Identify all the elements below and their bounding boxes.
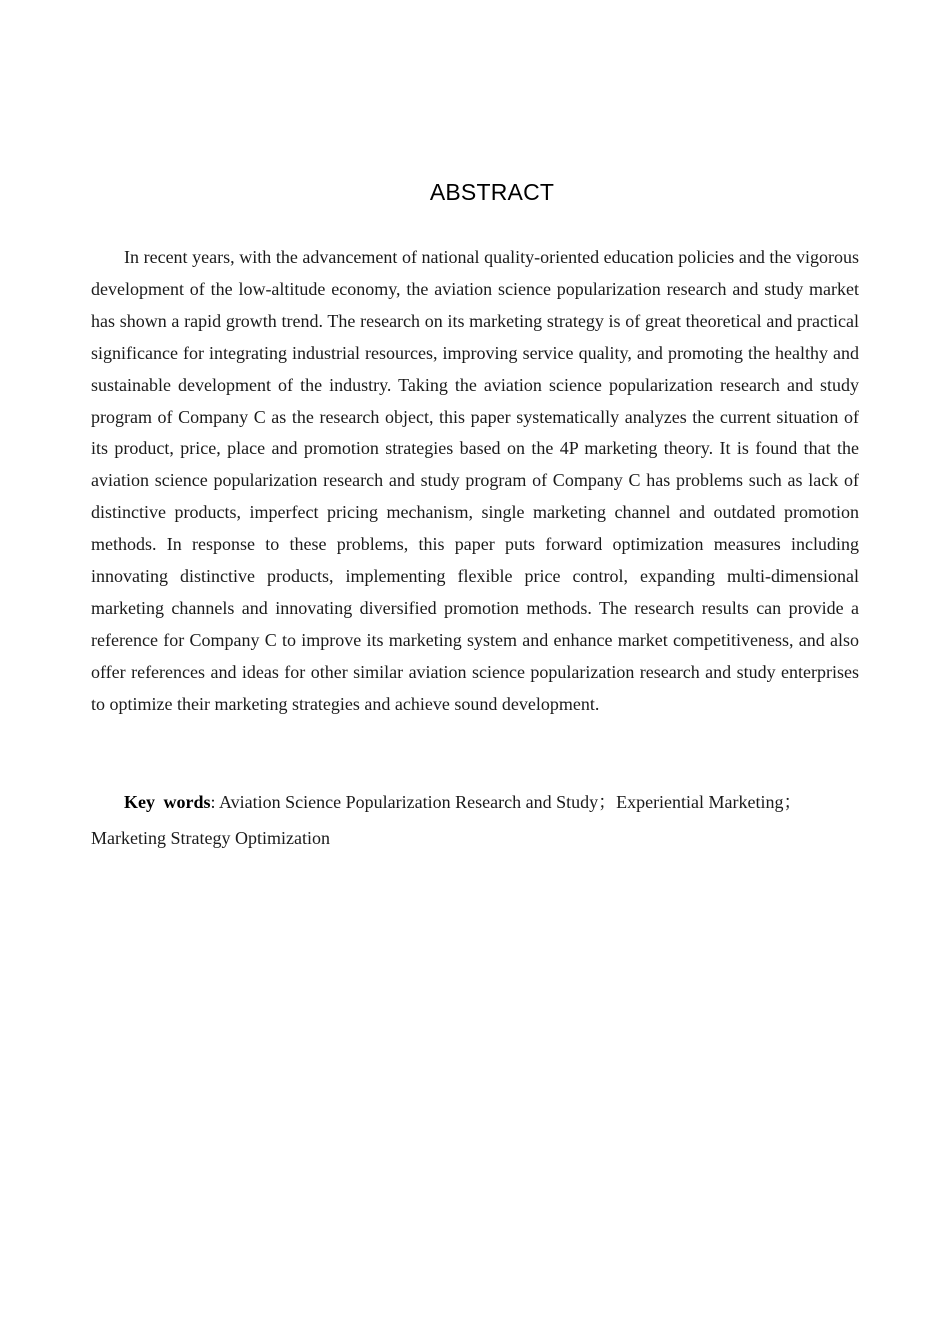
keywords-label: Key words xyxy=(124,792,211,812)
keywords-separator: : xyxy=(210,792,220,812)
keywords-text: Aviation Science Popularization Research and Study；Experiential Marketing；Marketing Strategy Optimization xyxy=(91,792,802,848)
abstract-title: ABSTRACT xyxy=(429,179,555,205)
abstract-paragraph: In recent years, with the advancement of national quality-oriented education policies and the vigorous development of the low-altitude economy, the aviation science popularization research and study market has shown a rapid growth trend. The research on its marketing strategy is of great theoretical and practical significance for integrating industrial resources, improving service quality, and promoting the healthy and sustainable development of the industry. Taking the aviation science popularization research and study program of Company C as the research object, this paper systematically analyzes the current situation of its product, price, place and promotion strategies based on the 4P marketing theory. It is found that the aviation science popularization research and study program of Company C has problems such as lack of distinctive products, imperfect pricing mechanism, single marketing channel and outdated promotion methods. In response to these problems, this paper puts forward optimization measures including innovating distinctive products, implementing flexible price control, expanding multi-dimensional marketing channels and innovating diversified promotion methods. The research results can provide a reference for Company C to improve its marketing system and enhance market competitiveness, and also offer references and ideas for other similar aviation science popularization research and study enterprises to optimize their marketing strategies and achieve sound development. xyxy=(91,247,859,714)
keywords-line xyxy=(91,784,859,856)
